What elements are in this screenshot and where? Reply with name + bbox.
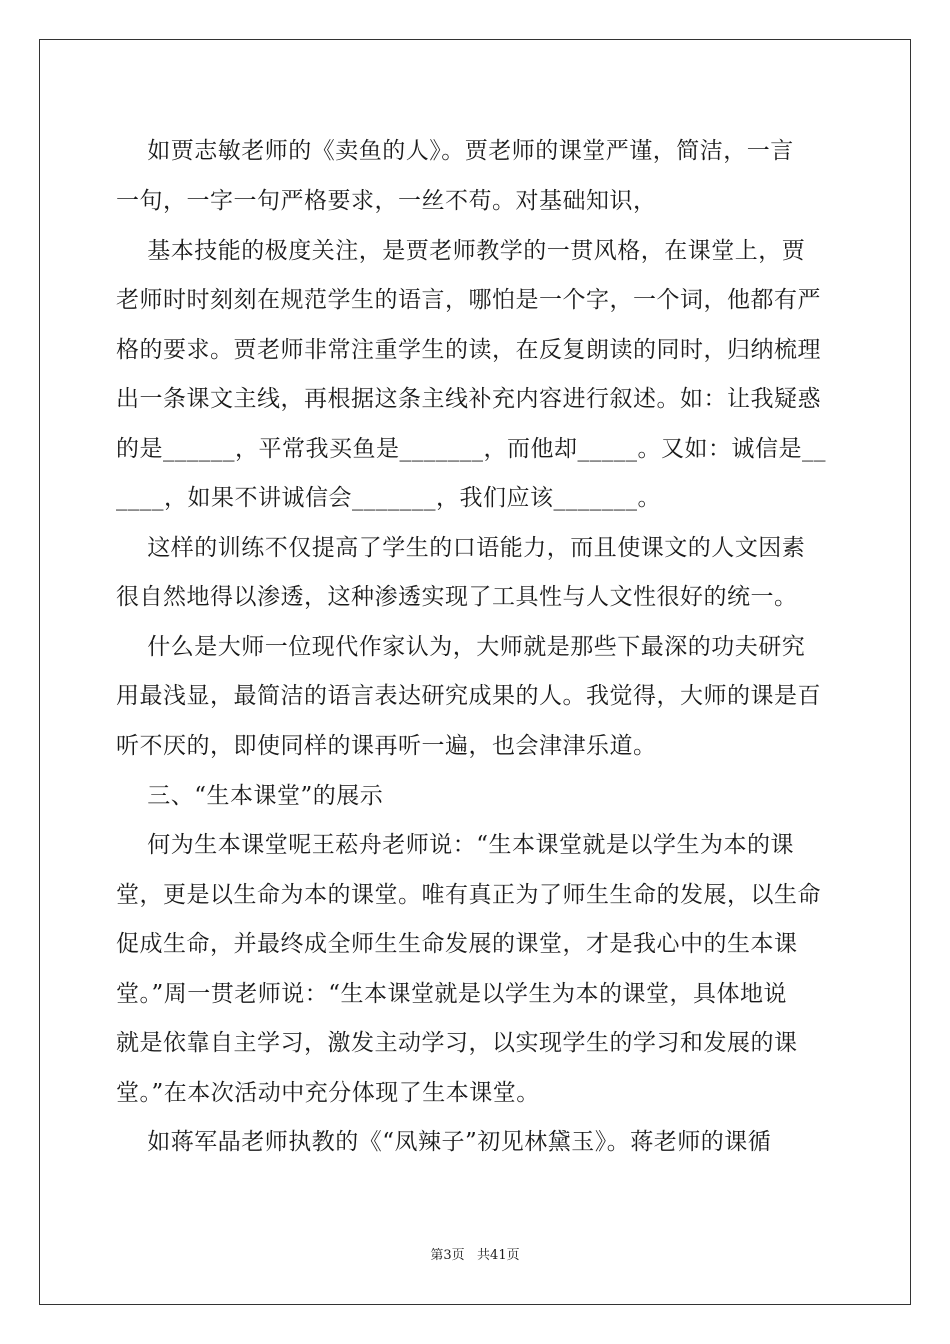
text-line: 这样的训练不仅提高了学生的口语能力，而且使课文的人文因素 xyxy=(116,535,806,561)
section-heading: 三、“生本课堂”的展示 xyxy=(116,783,384,809)
text-line: 如蒋军晶老师执教的《“凤辣子”初见林黛玉》。蒋老师的课循 xyxy=(116,1129,772,1155)
text-line: 很自然地得以渗透，这种渗透实现了工具性与人文性很好的统一。 xyxy=(116,584,798,610)
text-line: 格的要求。贾老师非常注重学生的读，在反复朗读的同时，归纳梳理 xyxy=(116,337,821,363)
text-line: 老师时时刻刻在规范学生的语言，哪怕是一个字，一个词，他都有严 xyxy=(116,287,821,313)
page-number-footer: 第3页 共41页 xyxy=(430,1248,520,1263)
text-line: 一句，一字一句严格要求，一丝不苟。对基础知识， xyxy=(116,188,657,214)
text-line: 的是______，平常我买鱼是_______，而他却_____。又如：诚信是__ xyxy=(116,436,826,462)
text-line: 用最浅显，最简洁的语言表达研究成果的人。我觉得，大师的课是百 xyxy=(116,683,821,709)
text-line: 堂，更是以生命为本的课堂。唯有真正为了师生生命的发展，以生命 xyxy=(116,882,821,908)
text-line: 出一条课文主线，再根据这条主线补充内容进行叙述。如：让我疑惑 xyxy=(116,386,821,412)
text-line: 堂。”周一贯老师说：“生本课堂就是以学生为本的课堂，具体地说 xyxy=(116,981,788,1007)
text-line: 何为生本课堂呢王菘舟老师说：“生本课堂就是以学生为本的课 xyxy=(116,832,795,858)
text-line: ____，如果不讲诚信会_______，我们应该_______。 xyxy=(116,485,661,511)
text-line: 什么是大师一位现代作家认为，大师就是那些下最深的功夫研究 xyxy=(116,634,806,660)
text-line: 就是依靠自主学习，激发主动学习，以实现学生的学习和发展的课 xyxy=(116,1030,798,1056)
text-line: 如贾志敏老师的《卖鱼的人》。贾老师的课堂严谨，简洁，一言 xyxy=(116,138,794,164)
text-line: 听不厌的，即使同样的课再听一遍，也会津津乐道。 xyxy=(116,733,657,759)
page-border xyxy=(39,39,911,1305)
text-line: 基本技能的极度关注，是贾老师教学的一贯风格，在课堂上，贾 xyxy=(116,238,806,264)
text-line: 堂。”在本次活动中充分体现了生本课堂。 xyxy=(116,1080,540,1106)
text-line: 促成生命，并最终成全师生生命发展的课堂，才是我心中的生本课 xyxy=(116,931,798,957)
